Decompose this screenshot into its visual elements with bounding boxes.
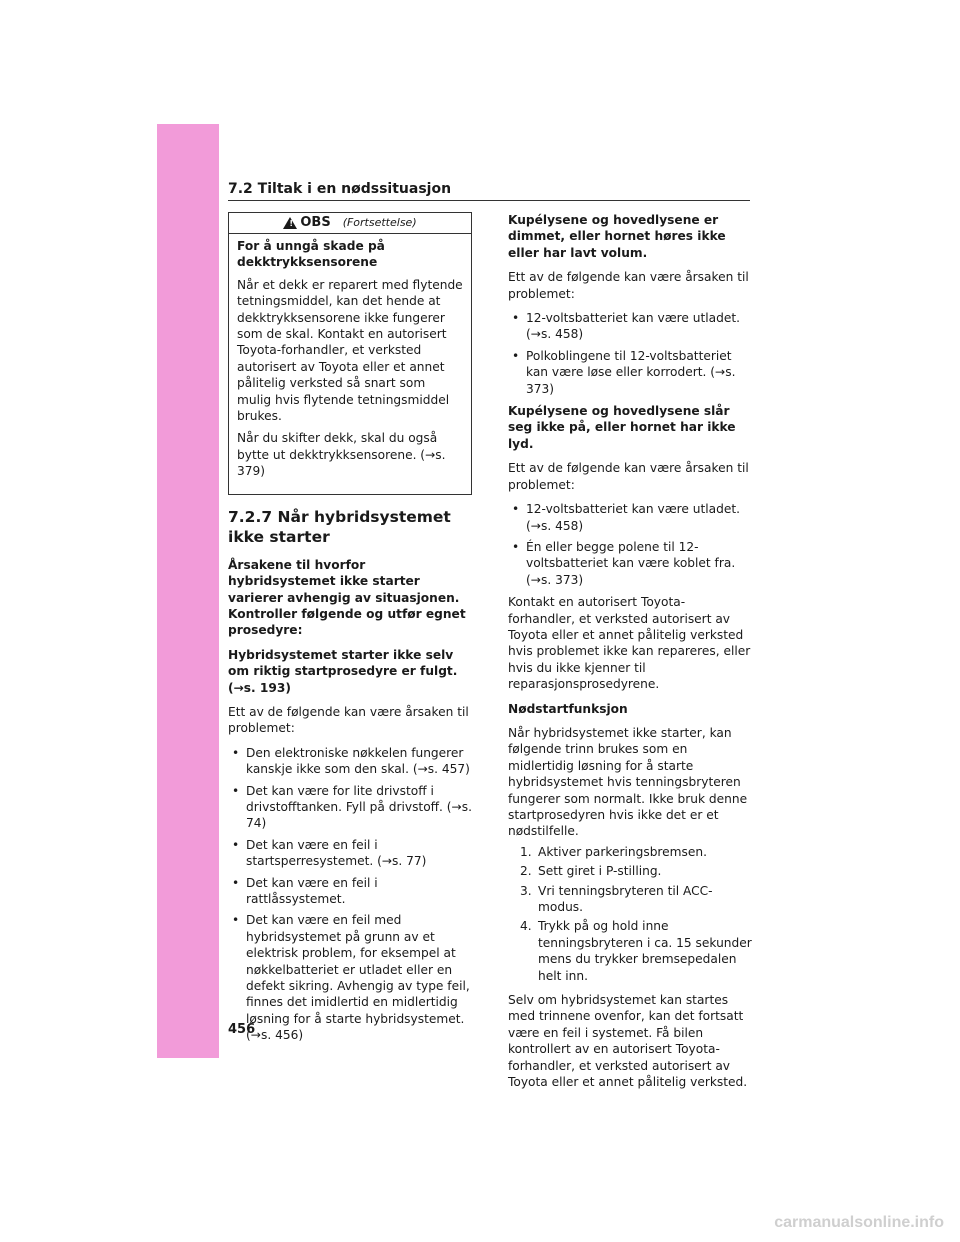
step-item: 3. Vri tenningsbryteren til ACC-modus. [520,883,713,915]
emergency-text: Når hybridsystemet ikke starter, kan følgende trinn brukes som en midlertidig løsning for å starte hybridsystemet hvis tenningsbryteren fungerer som normalt. Ikke bruk denne startprosedyren hvis ikke det er et nødstilfelle. [508,725,748,839]
list-item: • Den elektroniske nøkkelen fungerer kanskje ikke som den skal. (→s. 457) [228,745,472,778]
cause-text: Ett av de følgende kan være årsaken til problemet: [508,461,749,492]
subheading: Kupélysene og hovedlysene er dimmet, eller hornet høres ikke eller har lavt volum. [508,213,726,260]
cause-list [508,501,752,588]
list-item: • 12-voltsbatteriet kan være utladet. (→s. 458) [508,501,752,534]
obs-title: For å unngå skade på dekktrykksensorene [237,239,385,270]
header-rule [228,200,750,201]
obs-notice-box [228,212,472,495]
list-item: • Polkoblingene til 12-voltsbatteriet kan være løse eller korrodert. (→s. 373) [508,348,752,397]
list-item: • Det kan være en feil i startsperresystemet. (→s. 77) [228,837,472,870]
obs-label: OBS [300,214,331,230]
closing-text: Selv om hybridsystemet kan startes med trinnene ovenfor, kan det fortsatt være en feil i systemet. Få bilen kontrollert av en autorisert Toyota-forhandler, et verksted autorisert av Toyota eller et annet pålitelig verksted. [508,993,748,1090]
warning-icon: ! [283,217,297,229]
obs-paragraph: Når et dekk er reparert med flytende tetningsmiddel, kan det hende at dekktrykksensorene ikke fungerer som de skal. Kontakt en autorisert Toyota-forhandler, et verksted autorisert av Toyota eller et annet pålitelig verksted så snart som mulig hvis flytende tetningsmiddel brukes. [237,277,463,424]
step-item: 2. Sett giret i P-stilling. [520,864,662,879]
cause-text: Ett av de følgende kan være årsaken til problemet: [508,270,749,301]
cause-list [228,745,472,1044]
list-item: • 12-voltsbatteriet kan være utladet. (→s. 458) [508,310,752,343]
obs-continued: (Fortsettelse) [342,215,417,229]
subheading: Nødstartfunksjon [508,701,628,716]
step-item: 1. Aktiver parkeringsbremsen. [520,844,707,859]
intro-text: Årsakene til hvorfor hybridsystemet ikke starter varierer avhengig av situasjonen. Kontroller følgende og utfør egnet prosedyre: [228,557,466,638]
list-item: • Det kan være en feil i rattlåssystemet. [228,875,472,908]
list-item: • Én eller begge polene til 12-voltsbatteriet kan være koblet fra. (→s. 373) [508,539,752,588]
page-number: 456 [228,1022,256,1037]
list-item: • Det kan være en feil med hybridsystemet på grunn av et elektrisk problem, for eksempel at nøkkelbatteriet er utladet eller en defekt sikring. Avhengig av type feil, finnes det imidlertid en midlertidig løsning for å starte hybridsystemet. (→s. 456) [228,912,472,1043]
steps-list [508,844,752,984]
list-item: • Det kan være for lite drivstoff i drivstofftanken. Fyll på drivstoff. (→s. 74) [228,783,472,832]
cause-list [508,310,752,397]
obs-notice-body [229,234,471,494]
obs-paragraph: Når du skifter dekk, skal du også bytte ut dekktrykksensorene. (→s. 379) [237,431,446,479]
contact-text: Kontakt en autorisert Toyota-forhandler, et verksted autorisert av Toyota eller et annet pålitelig verksted hvis problemet ikke kan repareres, eller hvis du ikke kjenner til reparasjonsprosedyrene. [508,595,751,692]
left-column [228,212,472,1050]
subheading: Kupélysene og hovedlysene slår seg ikke på, eller hornet har ikke lyd. [508,404,736,451]
right-column [508,212,752,1099]
section-header: 7.2 Tiltak i en nødssituasjon [228,181,452,197]
section-color-bar [157,124,219,1058]
step-item: 4. Trykk på og hold inne tenningsbryteren i ca. 15 sekunder mens du trykker bremsepedalen helt inn. [520,919,752,983]
watermark: carmanualsonline.info [774,1214,944,1231]
subheading: Hybridsystemet starter ikke selv om riktig startprosedyre er fulgt. (→s. 193) [228,647,458,695]
obs-notice-header [229,213,471,234]
cause-text: Ett av de følgende kan være årsaken til problemet: [228,704,469,736]
section-heading: 7.2.7 Når hybridsystemet ikke starter [228,507,451,546]
